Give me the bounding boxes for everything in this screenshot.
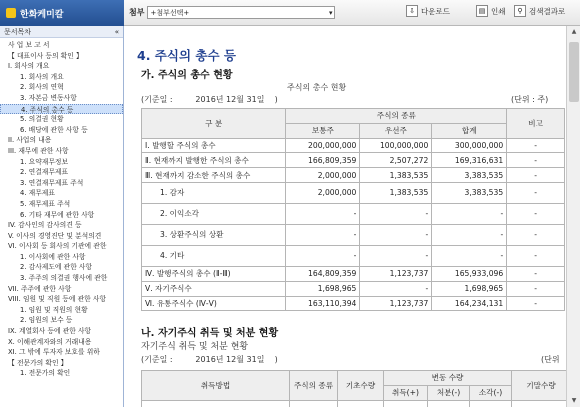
row-label: Ⅵ. 유통주식수 (Ⅳ-Ⅴ)	[142, 296, 286, 311]
col-header-preferred: 우선주	[360, 123, 432, 138]
unit-label-a: (단위 : 주)	[511, 95, 549, 104]
brand	[0, 0, 124, 26]
row-label: 2. 이익소각	[142, 203, 286, 224]
cell-note: -	[507, 296, 565, 311]
cell-common: 163,110,394	[286, 296, 360, 311]
download-button[interactable]	[406, 5, 450, 17]
col-header-change-qty: 변동 수량	[384, 371, 512, 386]
table-row	[142, 266, 565, 281]
cell-common: 2,000,000	[286, 168, 360, 183]
col-header-dispose: 처분(-)	[428, 385, 470, 400]
row-label: 4. 기타	[142, 245, 286, 266]
top-toolbar	[0, 0, 580, 26]
toc-title: 문서목차	[4, 27, 32, 36]
table-row	[142, 182, 565, 203]
print-label: 인쇄	[491, 6, 506, 16]
cell-note: -	[507, 266, 565, 281]
toc-item[interactable]: 1. 전문가의 확인	[20, 369, 71, 378]
toc-item[interactable]: X. 이해관계자와의 거래내용	[8, 337, 92, 346]
cell-preferred: -	[360, 281, 432, 296]
toc-item[interactable]: VII. 주주에 관한 사항	[8, 284, 72, 293]
cell-total: 164,234,131	[432, 296, 507, 311]
search-results-label: 검색결과로	[529, 6, 566, 16]
scroll-up-icon[interactable]: ▲	[571, 28, 577, 35]
cell-total: 165,933,096	[432, 266, 507, 281]
toc-item[interactable]: 3. 자본금 변동사항	[20, 93, 77, 102]
brand-logo-icon	[6, 8, 16, 18]
table-caption-b: 자기주식 취득 및 처분 현황	[141, 342, 249, 352]
toc-item[interactable]: VI. 이사회 등 회사의 기관에 관한	[8, 242, 107, 251]
chevron-down-icon: ▾	[328, 8, 333, 17]
search-icon: ⚲	[514, 5, 526, 17]
col-header-category: 구 분	[142, 109, 286, 139]
col-header-end-qty: 기말수량	[512, 371, 571, 401]
share-total-table	[141, 108, 565, 311]
toc-item[interactable]: 5. 재무제표 주석	[20, 199, 71, 208]
table-row	[142, 224, 565, 245]
table-row	[142, 400, 571, 407]
cell-empty	[470, 400, 512, 407]
toc-item[interactable]: V. 이사의 경영진단 및 분석의견	[8, 231, 102, 240]
cell-total: -	[432, 203, 507, 224]
cell-common: -	[286, 224, 360, 245]
table-row	[142, 296, 565, 311]
table-row	[142, 168, 565, 183]
unit-label-b: (단위	[541, 355, 560, 364]
col-header-total: 합계	[432, 123, 507, 138]
col-header-note: 비고	[507, 109, 565, 139]
toc-item[interactable]: IV. 감사인의 감사의견 등	[8, 221, 82, 230]
toc-sidebar	[0, 26, 124, 407]
cell-empty	[428, 400, 470, 407]
brand-name: 한화케미칼	[20, 9, 64, 20]
cell-preferred: 1,123,737	[360, 296, 432, 311]
toc-item[interactable]: I. 회사의 개요	[8, 62, 50, 71]
table-row	[142, 153, 565, 168]
row-label: Ⅳ. 발행주식의 총수 (Ⅱ-Ⅲ)	[142, 266, 286, 281]
toc-item[interactable]: 3. 연결재무제표 주석	[20, 178, 84, 187]
cell-common: 200,000,000	[286, 138, 360, 153]
download-icon: ⇩	[406, 5, 418, 17]
cell-preferred: -	[360, 245, 432, 266]
cell-preferred: 1,123,737	[360, 266, 432, 281]
row-label: Ⅴ. 자기주식수	[142, 281, 286, 296]
col-header-begin-qty: 기초수량	[338, 371, 384, 401]
cell-common: -	[286, 203, 360, 224]
toc-item-selected[interactable]: 4. 주식의 총수 등	[0, 104, 123, 115]
toc-item[interactable]: 【 전문가의 확인 】	[8, 358, 68, 367]
toc-item[interactable]: 1. 요약재무정보	[20, 157, 69, 166]
base-date-b: (기준일 : 2016년 12월 31일 )	[141, 355, 278, 364]
print-icon: ▤	[476, 5, 488, 17]
cell-note: -	[507, 153, 565, 168]
cell-common: -	[286, 245, 360, 266]
row-label: 1. 감자	[142, 182, 286, 203]
collapse-icon[interactable]: «	[114, 27, 119, 36]
cell-empty	[384, 400, 428, 407]
toc-item[interactable]: 2. 연결재무제표	[20, 168, 69, 177]
row-label: Ⅱ. 현재까지 발행한 주식의 총수	[142, 153, 286, 168]
toc-item[interactable]: 사 업 보 고 서	[8, 41, 50, 49]
section-title: 4. 주식의 총수 등	[137, 48, 236, 63]
cell-preferred: 2,507,272	[360, 153, 432, 168]
col-header-stock-kind: 주식의 종류	[290, 371, 338, 401]
toc-item[interactable]: IX. 계열회사 등에 관한 사항	[8, 327, 92, 336]
toc-item[interactable]: XI. 그 밖에 투자자 보호를 위하	[8, 348, 100, 357]
cell-total: 169,316,631	[432, 153, 507, 168]
col-header-acquire: 취득(+)	[384, 385, 428, 400]
col-header-retire: 소각(-)	[470, 385, 512, 400]
cell-preferred: -	[360, 224, 432, 245]
cell-empty	[512, 400, 571, 407]
cell-total: -	[432, 224, 507, 245]
cell-preferred: 1,383,535	[360, 168, 432, 183]
table-row	[142, 203, 565, 224]
cell-note: -	[507, 203, 565, 224]
document-content	[127, 26, 580, 407]
cell-total: 1,698,965	[432, 281, 507, 296]
scroll-thumb[interactable]	[569, 42, 579, 102]
toc-item[interactable]: 5. 의결권 현황	[20, 115, 64, 124]
toc-item[interactable]: 6. 배당에 관한 사항 등	[20, 125, 88, 134]
attachment-select-value: +첨부선택+	[150, 8, 190, 17]
cell-note: -	[507, 224, 565, 245]
print-button[interactable]	[476, 5, 506, 17]
vertical-scrollbar[interactable]	[566, 26, 580, 407]
toc-item[interactable]: 2. 임원의 보수 등	[20, 316, 73, 325]
table-row	[142, 138, 565, 153]
cell-common: 1,698,965	[286, 281, 360, 296]
toc-item[interactable]: 1. 임원 및 직원의 현황	[20, 305, 88, 314]
cell-empty	[338, 400, 384, 407]
row-label: 3. 상환주식의 상환	[142, 224, 286, 245]
cell-total: 3,383,535	[432, 182, 507, 203]
attachment-select[interactable]	[147, 6, 335, 19]
cell-empty	[142, 400, 290, 407]
attachment-select-group	[129, 6, 335, 19]
toc-item[interactable]: III. 재무에 관한 사항	[8, 146, 69, 155]
toc-header	[0, 26, 123, 38]
scroll-down-icon[interactable]: ▼	[571, 397, 577, 404]
table-row	[142, 245, 565, 266]
subsection-title-a: 가. 주식의 총수 현황	[141, 70, 233, 81]
cell-preferred: 1,383,535	[360, 182, 432, 203]
search-results-button[interactable]	[514, 5, 565, 17]
cell-empty	[290, 400, 338, 407]
cell-note: -	[507, 182, 565, 203]
table-row	[142, 281, 565, 296]
treasury-stock-table	[141, 370, 571, 407]
cell-preferred: 100,000,000	[360, 138, 432, 153]
cell-total: 300,000,000	[432, 138, 507, 153]
cell-common: 166,809,359	[286, 153, 360, 168]
cell-note: -	[507, 168, 565, 183]
row-label: Ⅰ. 발행할 주식의 총수	[142, 138, 286, 153]
cell-note: -	[507, 281, 565, 296]
row-label: Ⅲ. 현재까지 감소한 주식의 총수	[142, 168, 286, 183]
cell-note: -	[507, 245, 565, 266]
toc-item[interactable]: 2. 감사제도에 관한 사항	[20, 263, 93, 272]
toc-item[interactable]: 6. 기타 재무에 관한 사항	[20, 210, 95, 219]
col-header-stock-kind: 주식의 종류	[286, 109, 507, 124]
attachment-label: 첨부	[129, 8, 145, 17]
cell-common: 164,809,359	[286, 266, 360, 281]
cell-common: 2,000,000	[286, 182, 360, 203]
toc-item[interactable]: II. 사업의 내용	[8, 136, 52, 145]
cell-preferred: -	[360, 203, 432, 224]
base-date-a: (기준일 : 2016년 12월 31일 )	[141, 95, 278, 104]
cell-total: 3,383,535	[432, 168, 507, 183]
toc-tree	[0, 38, 123, 379]
subsection-title-b: 나. 자기주식 취득 및 처분 현황	[141, 328, 279, 339]
toc-item[interactable]: 【 대표이사 등의 확인 】	[8, 51, 83, 60]
col-header-method: 취득방법	[142, 371, 290, 401]
toc-item[interactable]: VIII. 임원 및 직원 등에 관한 사항	[8, 295, 107, 304]
toc-item[interactable]: 3. 주주의 의결권 행사에 관한	[20, 274, 108, 283]
col-header-common: 보통주	[286, 123, 360, 138]
cell-note: -	[507, 138, 565, 153]
toc-item[interactable]: 2. 회사의 연혁	[20, 83, 64, 92]
toc-item[interactable]: 4. 재무제표	[20, 189, 55, 198]
table-caption-a: 주식의 총수 현황	[287, 83, 347, 92]
cell-total: -	[432, 245, 507, 266]
download-label: 다운로드	[421, 6, 450, 16]
toc-item[interactable]: 1. 회사의 개요	[20, 72, 64, 81]
toc-item[interactable]: 1. 이사회에 관한 사항	[20, 252, 86, 261]
